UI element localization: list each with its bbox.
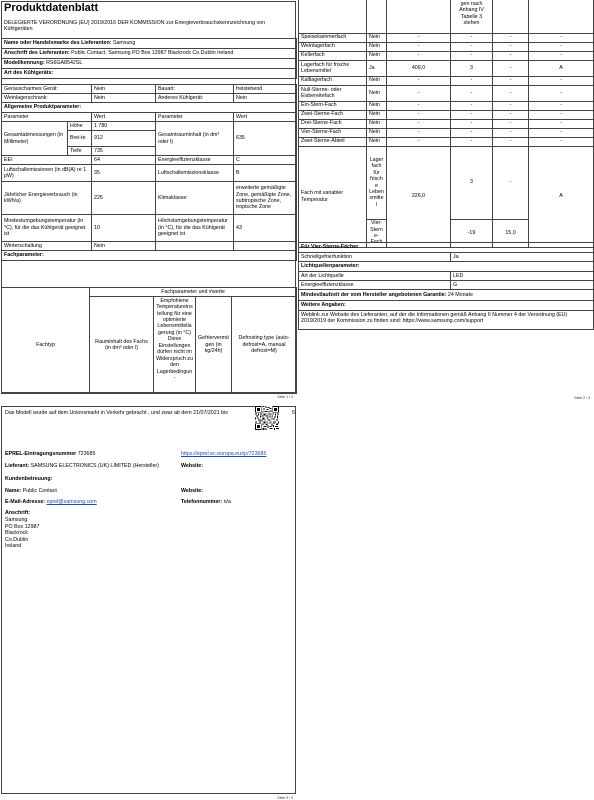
compartment-volume: - bbox=[387, 119, 451, 128]
website-label: Website: bbox=[181, 463, 203, 469]
width-label: Brei-te bbox=[68, 131, 92, 147]
compartment-name: Lagerfach für frische Lebensmittel bbox=[299, 60, 367, 76]
compartment-name: Weinlagerfach bbox=[299, 42, 367, 51]
height-label: Höhe bbox=[68, 122, 92, 131]
max-temp-value: 43 bbox=[234, 215, 297, 242]
compartment-temp: - bbox=[451, 119, 493, 128]
regulation-text: DELEGIERTE VERORDNUNG (EU) 2019/2016 DER KOMMISSION zur Energieverbrauchskennzeichnung von Kühlgeräten bbox=[4, 20, 266, 33]
website2-label: Website: bbox=[181, 488, 203, 494]
contact-name-value: Public Contact bbox=[22, 488, 57, 494]
compartment-present: Ja bbox=[367, 60, 387, 76]
general-params-label: Allgemeine Produktparameter: bbox=[2, 103, 297, 113]
compartment-temp: - bbox=[451, 42, 493, 51]
variable-sub-four-star: Vier-Sterne-Fach bbox=[367, 219, 387, 247]
compartment-defrost: - bbox=[529, 51, 594, 60]
compartment-name: Kaltlagerfach bbox=[299, 76, 367, 85]
header-value-2: Wert bbox=[234, 113, 297, 122]
supplier-name: Samsung bbox=[112, 40, 136, 47]
wine-value: Nein bbox=[92, 94, 156, 103]
compartment-freeze: - bbox=[493, 101, 529, 110]
min-temp-label: Mindestumgebungstemperatur (in °C), für die das Kühlgerät geeignet ist bbox=[2, 215, 92, 242]
compartment-volume: - bbox=[387, 128, 451, 137]
email-link[interactable]: eprel@samsung.com bbox=[46, 499, 97, 505]
further-info-label: Weitere Angaben: bbox=[299, 301, 594, 311]
light-params-label: Lichtquellenparameter: bbox=[299, 262, 594, 272]
compartment-present: Nein bbox=[367, 128, 387, 137]
supplier-label: Lieferant: bbox=[5, 463, 30, 469]
page-2 bbox=[297, 0, 594, 400]
compartment-present: Nein bbox=[367, 101, 387, 110]
col-freezing-capacity: Gefriervermögen (in kg/24h) bbox=[196, 297, 232, 394]
compartment-name: Zwei-Sterne-Abteil bbox=[299, 137, 367, 146]
compartment-present: Nein bbox=[367, 33, 387, 42]
light-type-value: LED bbox=[451, 272, 594, 281]
contact-name-label: Name: bbox=[5, 488, 22, 494]
compartment-temp: - bbox=[451, 76, 493, 85]
email-label: E-Mail-Adresse: bbox=[5, 499, 46, 505]
width-value: 912 bbox=[92, 131, 156, 147]
compartment-defrost: - bbox=[529, 128, 594, 137]
eei-value: 64 bbox=[92, 156, 156, 165]
temp-header-continued: gen nach Anhang IV Tabelle 3 stehen bbox=[451, 0, 493, 33]
col-compartment-type: Fachtyp bbox=[2, 297, 90, 394]
qr-code-graphic bbox=[255, 406, 279, 430]
volume-value: 635 bbox=[234, 122, 297, 156]
compartment-present: Nein bbox=[367, 110, 387, 119]
address-line: Co.Dublin bbox=[5, 536, 29, 543]
compartment-header-table bbox=[1, 287, 297, 394]
page-title: Produktdatenblatt bbox=[4, 2, 99, 14]
energy-class-value: C bbox=[234, 156, 297, 165]
col-volume: Rauminhalt des Fachs (in dm³ oder l) bbox=[90, 297, 154, 394]
compartment-name: Drei-Sterne-Fach bbox=[299, 119, 367, 128]
compartment-temp: - bbox=[451, 128, 493, 137]
page-3 bbox=[0, 400, 297, 800]
page-number: Seite 3 / 3 bbox=[277, 796, 293, 800]
quiet-value: Nein bbox=[92, 85, 156, 94]
compartment-temp: - bbox=[451, 110, 493, 119]
supplier-table bbox=[1, 38, 297, 79]
quiet-label: Geräuscharmes Gerät: bbox=[2, 85, 92, 94]
compartment-freeze: - bbox=[493, 60, 529, 76]
annual-energy-value: 225 bbox=[92, 182, 156, 215]
max-temp-label: Höchstumgebungstemperatur (in °C), für die das Kühlgerät geeignet ist bbox=[156, 215, 234, 242]
winter-label: Winterschaltung bbox=[2, 242, 92, 251]
eprel-number: 723685 bbox=[77, 451, 96, 457]
supplier-address-label: Anschrift des Lieferanten: bbox=[4, 50, 70, 57]
compartment-freeze: - bbox=[493, 110, 529, 119]
supplier-name-label: Name oder Handelsmarke des Lieferanten: bbox=[4, 40, 112, 47]
other-label: Anderes Kühlgerät: bbox=[156, 94, 234, 103]
compartment-name: Ein-Stern-Fach bbox=[299, 101, 367, 110]
compartment-defrost: - bbox=[529, 119, 594, 128]
compartment-name: Null-Sterne- oder Eisbereitefach bbox=[299, 85, 367, 101]
appliance-type-label: Art des Kühlgeräts: bbox=[2, 69, 297, 79]
warranty-label: Mindestlaufzeit der vom Hersteller angebotenen Garantie: bbox=[301, 291, 447, 298]
compartment-freeze: - bbox=[493, 76, 529, 85]
depth-label: Tiefe bbox=[68, 147, 92, 156]
compartment-volume: - bbox=[387, 51, 451, 60]
compartment-name: Zwei-Sterne-Fach bbox=[299, 110, 367, 119]
supplier-value: SAMSUNG ELECTRONICS (UK) LIMITED (Hersteller) bbox=[30, 463, 159, 469]
page-number: Seite 2 / 3 bbox=[574, 396, 590, 400]
variable-temp-label: Fach mit variabler Temperatur bbox=[299, 146, 367, 247]
build-label: Bauart: bbox=[156, 85, 234, 94]
energy-class-label: Energieeffizienzklasse bbox=[156, 156, 234, 165]
annual-energy-label: Jährlicher Energieverbrauch (in kWh/a) bbox=[2, 182, 92, 215]
compartment-defrost: - bbox=[529, 85, 594, 101]
four-star-label: Für Vier-Sterne-Fächer bbox=[299, 243, 594, 253]
compartment-defrost: - bbox=[529, 76, 594, 85]
compartment-temp: - bbox=[451, 137, 493, 146]
appliance-type-table bbox=[1, 84, 297, 103]
header-parameter-2: Parameter bbox=[156, 113, 234, 122]
page-number: Seite 1 / 3 bbox=[277, 395, 293, 399]
compartment-defrost: - bbox=[529, 137, 594, 146]
wine-label: Weinlagerschrank: bbox=[2, 94, 92, 103]
compartment-volume: 409,0 bbox=[387, 60, 451, 76]
compartment-present: Nein bbox=[367, 51, 387, 60]
light-class-label: Energieeffizienzklasse bbox=[299, 281, 451, 290]
compartment-freeze: - bbox=[493, 85, 529, 101]
market-text: Das Modell wurde auf dem Unionsmarkt in Verkehr gebracht , und zwar ab dem 21/07/2021 bis bbox=[5, 410, 228, 416]
compartment-name: Kellerfach bbox=[299, 51, 367, 60]
compartment-name: Speisekammerfach bbox=[299, 33, 367, 42]
compartment-temp: 3 bbox=[451, 60, 493, 76]
model-id: RS6GA8542SL bbox=[46, 60, 83, 67]
page-1 bbox=[0, 0, 297, 400]
variable-defrost: A bbox=[529, 146, 594, 247]
noise-class-value: B bbox=[234, 165, 297, 182]
height-value: 1 780 bbox=[92, 122, 156, 131]
compartment-temp: - bbox=[451, 85, 493, 101]
compartment-temp: - bbox=[451, 33, 493, 42]
compartment-volume: - bbox=[387, 42, 451, 51]
quick-freeze-value: Ja bbox=[451, 253, 594, 262]
compartment-temp: - bbox=[451, 51, 493, 60]
eprel-label: EPREL-Eintragungsnummer bbox=[5, 451, 77, 457]
compartment-temp: - bbox=[451, 101, 493, 110]
address-line: PO Box 12987 bbox=[5, 523, 40, 530]
compartment-freeze: - bbox=[493, 128, 529, 137]
qr-code bbox=[255, 406, 279, 430]
compartment-present: Nein bbox=[367, 42, 387, 51]
compartment-volume: - bbox=[387, 76, 451, 85]
address-line: Blackrock bbox=[5, 530, 28, 537]
variable-freeze-fresh: - bbox=[493, 146, 529, 219]
noise-label: Luftschallemissionen (in dB(A) re 1 pW) bbox=[2, 165, 92, 182]
eei-label: EEI bbox=[2, 156, 92, 165]
header-parameter: Parameter bbox=[2, 113, 92, 122]
warranty-value: 24 Monate bbox=[447, 291, 473, 298]
compartment-defrost: - bbox=[529, 33, 594, 42]
noise-class-label: Luftschallemissionsklasse bbox=[156, 165, 234, 182]
supplier-address: Public Contact, Samsung PO Box 12987 Blackrock Co.Dublin Ireland bbox=[71, 50, 234, 57]
light-type-label: Art der Lichtquelle bbox=[299, 272, 451, 281]
variable-temp-four-star: -19 bbox=[451, 219, 493, 247]
further-info-text: Weblink zur Website des Lieferanten, auf der die Informationen gemäß Anhang II Nummer 4 der Verordnung (EU) 2019/2019 der Kommission zu finden sind: https://www.samsung.com/support bbox=[299, 311, 594, 330]
variable-freeze-four-star: 15,0 bbox=[493, 219, 529, 247]
address-block bbox=[5, 517, 39, 550]
compartment-present: Nein bbox=[367, 137, 387, 146]
climate-class-label: Klimaklasse: bbox=[156, 182, 234, 215]
additional-table bbox=[298, 242, 594, 330]
compartment-volume: - bbox=[387, 101, 451, 110]
min-temp-value: 10 bbox=[92, 215, 156, 242]
header-value: Wert bbox=[92, 113, 156, 122]
volume-label: Gesamtrauminhalt (in dm³ oder l) bbox=[156, 122, 234, 156]
address-line: Samsung bbox=[5, 517, 28, 523]
variable-sub-fresh: Lagerfach für frische Lebensmittel bbox=[367, 146, 387, 219]
compartment-present: Nein bbox=[367, 85, 387, 101]
compartment-present: Nein bbox=[367, 119, 387, 128]
contact-name-row bbox=[5, 488, 57, 494]
eprel-link[interactable]: https://eprel.ec.europa.eu/qr/723685 bbox=[181, 451, 267, 457]
address-line: Ireland bbox=[5, 543, 22, 550]
compartment-name: Vier-Sterne-Fach bbox=[299, 128, 367, 137]
market-text-tail: 5 bbox=[292, 410, 295, 416]
compartment-params-header: Fachparameter und #werte bbox=[90, 288, 297, 297]
light-class-value: G bbox=[451, 281, 594, 290]
compartment-volume: - bbox=[387, 85, 451, 101]
model-label: Modellkennung: bbox=[4, 60, 45, 67]
winter-value: Nein bbox=[92, 242, 156, 251]
eprel-row bbox=[5, 451, 95, 457]
compartment-defrost: A bbox=[529, 60, 594, 76]
build-value: freistehend bbox=[234, 85, 297, 94]
col-defrost-type: Defrosting type (auto-defrost=A, manual defrost=M) bbox=[232, 297, 297, 394]
quick-freeze-label: Schnellgefrierfunktion bbox=[299, 253, 451, 262]
noise-value: 35 bbox=[92, 165, 156, 182]
depth-value: 735 bbox=[92, 147, 156, 156]
dimensions-label: Gesamtabmessungen (in Millimeter) bbox=[2, 122, 68, 156]
customer-service-label: Kundenbetreuung: bbox=[5, 476, 53, 482]
compartment-freeze: - bbox=[493, 51, 529, 60]
phone-label: Telefonnummer: bbox=[181, 499, 223, 505]
compartment-present: Nein bbox=[367, 76, 387, 85]
supplier-row bbox=[5, 463, 159, 469]
address-label: Anschrift: bbox=[5, 510, 31, 516]
compartment-defrost: - bbox=[529, 101, 594, 110]
climate-class-value: erweiterte gemäßigte Zone, gemäßigte Zone, subtropische Zone, tropische Zone bbox=[234, 182, 297, 215]
compartment-table bbox=[298, 0, 594, 248]
compartment-volume: - bbox=[387, 137, 451, 146]
compartment-params-label: Fachparameter: bbox=[2, 251, 297, 261]
phone-value: n/a bbox=[223, 499, 231, 505]
general-params-table bbox=[1, 102, 297, 261]
col-recommended-temp: Empfohlene Temperatureinstellung für eine optimierte Lebensmittellagerung (in °C) Diese Einstellungen dürfen nicht im Widerspruch zu den Lagerbedingun- bbox=[154, 297, 196, 394]
other-value: Nein bbox=[234, 94, 297, 103]
variable-volume: 226,0 bbox=[387, 146, 451, 247]
compartment-defrost: - bbox=[529, 110, 594, 119]
variable-temp-fresh: 3 bbox=[451, 146, 493, 219]
compartment-freeze: - bbox=[493, 42, 529, 51]
compartment-defrost: - bbox=[529, 42, 594, 51]
compartment-volume: - bbox=[387, 110, 451, 119]
email-row bbox=[5, 499, 97, 505]
compartment-freeze: - bbox=[493, 119, 529, 128]
compartment-freeze: - bbox=[493, 33, 529, 42]
compartment-volume: - bbox=[387, 33, 451, 42]
compartment-freeze: - bbox=[493, 137, 529, 146]
phone-row bbox=[181, 499, 231, 505]
